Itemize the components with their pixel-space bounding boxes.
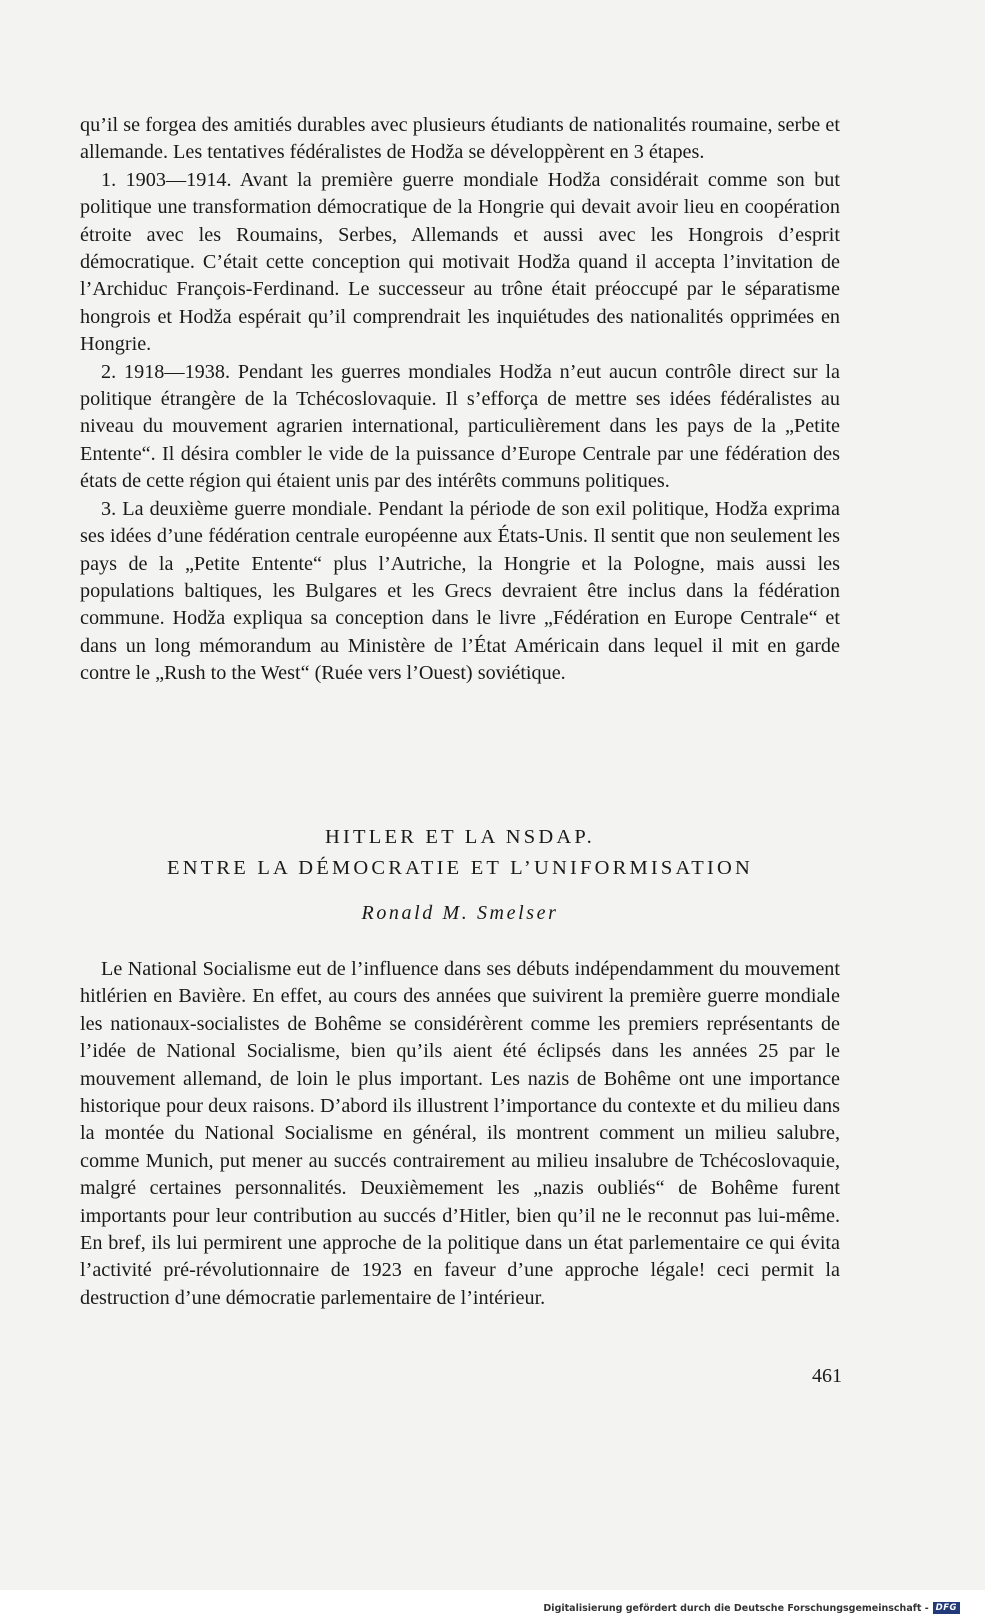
page-number: 461 [812, 1365, 842, 1387]
paragraph-continuation: qu’il se forgea des amitiés durables avec plusieurs étudiants de nationalités roumaine, serbe et allemande. Les tentatives fédéralistes de Hodža se développèrent en 3 étapes. [80, 114, 840, 164]
paragraph-stage-1: 1. 1903—1914. Avant la première guerre mondiale Hodža considérait comme son but politique une transformation démocratique de la Hongrie qui devait avoir lieu en coopération étroite avec les Roumains, Serbes, Allemands et aussi avec les Hongrois d’esprit démocratique. C’était cette conception qui motivait Hodža quand il accepta l’invitation de l’Archiduc François-Ferdinand. Le successeur au trône était préoccupé par le séparatisme hongrois et Hodža espérait qu’il comprendrait les inquiétudes des nationalités opprimées en Hongrie. [80, 168, 840, 356]
digitization-footer [543, 1600, 960, 1616]
article-title [80, 822, 840, 884]
article-author: Ronald M. Smelser [361, 902, 559, 924]
body-text-section [80, 112, 840, 688]
article-title-line-2: ENTRE LA DÉMOCRATIE ET L’UNIFORMISATION [166, 857, 754, 879]
scan-margin [985, 0, 1000, 1621]
paragraph-stage-2: 2. 1918—1938. Pendant les guerres mondiales Hodža n’eut aucun contrôle direct sur la politique étrangère de la Tchécoslovaquie. Il s’efforça de mettre ses idées fédéralistes au niveau du mouvement agrarien international, particulièrement dans les pays de la „Petite Entente“. Il désira combler le vide de la puissance d’Europe Centrale par une fédération des états de cette région qui étaient unis par des intérêts communs politiques. [80, 360, 840, 493]
dfg-logo: DFG [933, 1602, 960, 1614]
article-paragraph: Le National Socialisme eut de l’influence dans ses débuts indépendamment du mouvement hitlérien en Bavière. En effet, au cours des années que suivirent la première guerre mondiale les nationaux-socialistes de Bohême se considérèrent comme les premiers représentants de l’idée de National Socialisme, bien qu’ils aient été éclipsés dans les années 25 par le mouvement allemand, de loin le plus important. Les nazis de Bohême ont une importance historique pour deux raisons. D’abord ils illustrent l’importance du contexte et du milieu dans la montée du National Socialisme en général, ils montrent comment un milieu salubre, comme Munich, put mener au succés contrairement au milieu insalubre de Tchécoslovaquie, malgré certaines personnalités. Deuxièmement les „nazis oubliés“ de Bohême furent importants pour leur contribution au succés d’Hitler, bien qu’il ne le reconnut pas lui-même. En bref, ils lui permirent une approche de la politique dans un état parlementaire ce qui évita l’activité pré-révolutionnaire de 1923 en faveur d’une approche légale! ceci permit la destruction d’une démocratie parlementaire de l’intérieur. [80, 958, 840, 1309]
article-title-line-1: HITLER ET LA NSDAP. [325, 826, 595, 848]
footer-credit-text: Digitalisierung gefördert durch die Deutsche Forschungsgemeinschaft - [543, 1602, 929, 1614]
article-body [80, 956, 840, 1312]
paragraph-stage-3: 3. La deuxième guerre mondiale. Pendant la période de son exil politique, Hodža exprima ses idées d’une fédération centrale européenne aux États-Unis. Il sentit que non seulement les pays de la „Petite Entente“ plus l’Autriche, la Hongrie et la Pologne, mais aussi les populations baltiques, les Bulgares et les Grecs devraient être inclus dans la fédération commune. Hodža expliqua sa conception dans le livre „Fédération en Europe Centrale“ et dans un long mémorandum au Ministère de l’État Américain dans lequel il mit en garde contre le „Rush to the West“ (Ruée vers l’Ouest) soviétique. [80, 497, 840, 685]
